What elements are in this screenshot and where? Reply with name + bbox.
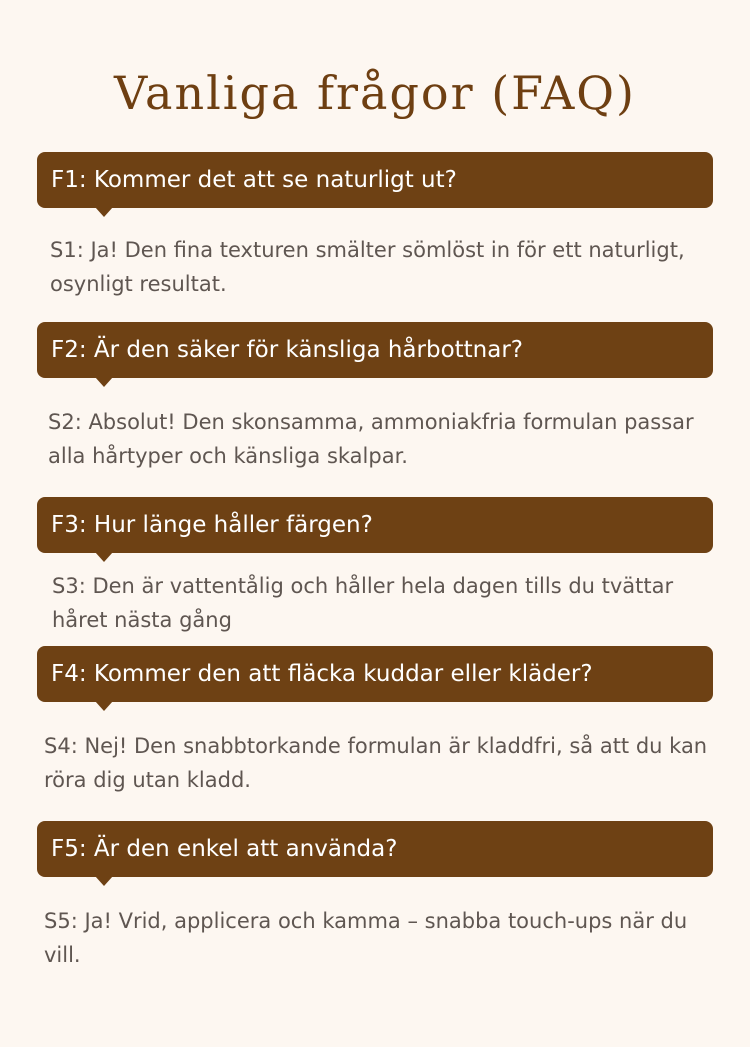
faq-question-4-text: F4: Kommer den att fläcka kuddar eller kläder? (51, 661, 593, 687)
faq-answer-3: S3: Den är vattentålig och håller hela dagen tills du tvättar håret nästa gång (52, 574, 674, 632)
faq-question-2-text: F2: Är den säker för känsliga hårbottnar? (51, 337, 524, 363)
speech-bubble-tail (95, 552, 113, 562)
faq-question-5-text: F5: Är den enkel att använda? (51, 836, 398, 862)
faq-question-2 (37, 322, 713, 378)
speech-bubble-tail (95, 701, 113, 711)
faq-question-5 (37, 821, 713, 877)
faq-question-4 (37, 646, 713, 702)
faq-answer-4: S4: Nej! Den snabbtorkande formulan är kladdfri, så att du kan röra dig utan kladd. (44, 734, 708, 792)
faq-question-1 (37, 152, 713, 208)
speech-bubble-tail (95, 207, 113, 217)
faq-question-3 (37, 497, 713, 553)
speech-bubble-tail (95, 377, 113, 387)
faq-question-3-text: F3: Hur länge håller färgen? (51, 512, 373, 538)
faq-answer-1: S1: Ja! Den fina texturen smälter sömlöst in för ett naturligt, osynligt resultat. (50, 238, 685, 296)
faq-answer-2: S2: Absolut! Den skonsamma, ammoniakfria formulan passar alla hårtyper och känsliga skalpar. (48, 410, 694, 468)
speech-bubble-tail (95, 876, 113, 886)
page-title: Vanliga frågor (FAQ) (114, 66, 636, 120)
faq-question-1-text: F1: Kommer det att se naturligt ut? (51, 167, 457, 193)
faq-answer-5: S5: Ja! Vrid, applicera och kamma – snabba touch-ups när du vill. (44, 909, 688, 967)
